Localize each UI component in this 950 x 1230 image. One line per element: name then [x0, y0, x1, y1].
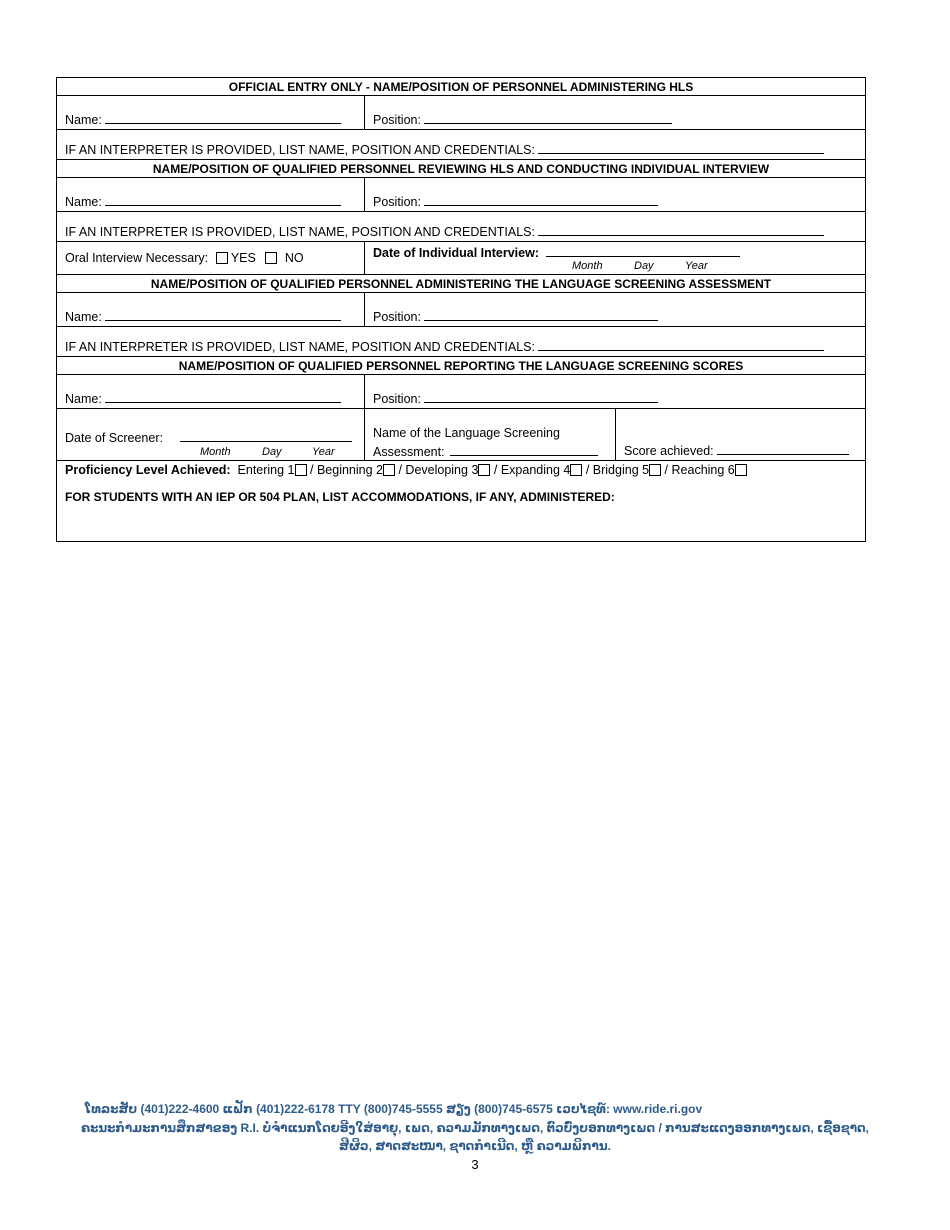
screening-name-cell — [364, 409, 615, 460]
yes-label: YES — [230, 251, 256, 265]
interview-date-cell — [364, 242, 865, 274]
interpreter-field[interactable] — [538, 338, 824, 351]
level-bridging: Bridging 5 / — [592, 463, 669, 477]
position-cell — [364, 293, 865, 326]
position-cell — [364, 375, 865, 408]
month-caption: Month — [572, 260, 603, 272]
year-caption: Year — [312, 446, 335, 458]
developing-checkbox[interactable] — [478, 464, 490, 476]
day-caption: Day — [634, 260, 654, 272]
iep-accommodations-label: FOR STUDENTS WITH AN IEP OR 504 PLAN, LIST ACCOMMODATIONS, IF ANY, ADMINISTERED: — [65, 490, 615, 504]
position-field[interactable] — [424, 111, 672, 124]
interpreter-label: IF AN INTERPRETER IS PROVIDED, LIST NAME, POSITION AND CREDENTIALS: — [65, 340, 535, 354]
name-label: Name: — [65, 195, 102, 209]
interpreter-label: IF AN INTERPRETER IS PROVIDED, LIST NAME, POSITION AND CREDENTIALS: — [65, 143, 535, 157]
beginning-checkbox[interactable] — [383, 464, 395, 476]
position-label: Position: — [373, 392, 421, 406]
name-field[interactable] — [105, 193, 341, 206]
name-field[interactable] — [105, 111, 341, 124]
date-screener-label: Date of Screener: — [65, 431, 163, 445]
name-label: Name: — [65, 113, 102, 127]
position-label: Position: — [373, 195, 421, 209]
entering-checkbox[interactable] — [295, 464, 307, 476]
personnel-form — [56, 77, 866, 542]
bridging-checkbox[interactable] — [649, 464, 661, 476]
score-field[interactable] — [717, 442, 849, 455]
interpreter-row — [57, 327, 865, 357]
position-field[interactable] — [424, 193, 658, 206]
footer-policy-line-2: ສີຜິວ, ສາດສະໜາ, ຊາດກຳເນີດ, ຫຼື ຄວາມພິການ. — [339, 1139, 611, 1153]
oral-interview-cell — [57, 242, 364, 274]
section-header-administering-screening: NAME/POSITION OF QUALIFIED PERSONNEL ADMINISTERING THE LANGUAGE SCREENING ASSESSMENT — [57, 275, 865, 293]
proficiency-row — [57, 461, 865, 541]
screener-date-field[interactable] — [180, 429, 352, 442]
screener-row — [57, 409, 865, 461]
date-interview-label: Date of Individual Interview: — [373, 246, 539, 260]
expanding-checkbox[interactable] — [570, 464, 582, 476]
oral-interview-label: Oral Interview Necessary: — [65, 251, 209, 265]
name-position-row — [57, 96, 865, 130]
footer-policy-line-1: ຄະນະກຳມະການສຶກສາຂອງ R.I. ບໍ່ຈຳແນກໂດຍອີງໃສ່ອາຍຸ, ເພດ, ຄວາມມັກທາງເພດ, ຕົວບົ່ງບອກທາງເພດ / ການສະແດງອອກທາງເພດ, ເຊື້ອຊາດ, — [81, 1121, 869, 1135]
level-expanding: Expanding 4 / — [500, 463, 590, 477]
section-header-administering-hls: OFFICIAL ENTRY ONLY - NAME/POSITION OF PERSONNEL ADMINISTERING HLS — [57, 78, 865, 96]
screening-name-label: Name of the Language Screening — [373, 426, 560, 440]
day-caption: Day — [262, 446, 282, 458]
no-checkbox[interactable] — [265, 252, 277, 264]
year-caption: Year — [685, 260, 708, 272]
interpreter-row — [57, 212, 865, 242]
proficiency-levels — [65, 463, 747, 477]
position-cell — [364, 96, 865, 129]
name-cell — [57, 178, 364, 211]
month-caption: Month — [200, 446, 231, 458]
level-entering: Entering 1 / — [237, 463, 314, 477]
reaching-checkbox[interactable] — [735, 464, 747, 476]
name-field[interactable] — [105, 390, 341, 403]
score-label: Score achieved: — [624, 444, 714, 458]
interpreter-row — [57, 130, 865, 160]
name-label: Name: — [65, 310, 102, 324]
name-field[interactable] — [105, 308, 341, 321]
position-label: Position: — [373, 113, 421, 127]
position-field[interactable] — [424, 308, 658, 321]
name-cell — [57, 293, 364, 326]
position-cell — [364, 178, 865, 211]
proficiency-label: Proficiency Level Achieved: — [65, 463, 231, 477]
interpreter-label: IF AN INTERPRETER IS PROVIDED, LIST NAME, POSITION AND CREDENTIALS: — [65, 225, 535, 239]
name-position-row — [57, 178, 865, 212]
position-field[interactable] — [424, 390, 658, 403]
assessment-field[interactable] — [450, 443, 598, 456]
name-label: Name: — [65, 392, 102, 406]
score-cell — [615, 409, 865, 460]
name-cell — [57, 375, 364, 408]
name-position-row — [57, 293, 865, 327]
yes-checkbox[interactable] — [216, 252, 228, 264]
no-label: NO — [284, 251, 304, 265]
position-label: Position: — [373, 310, 421, 324]
assessment-label: Assessment: — [373, 445, 445, 459]
oral-interview-row — [57, 242, 865, 275]
page-number: 3 — [471, 1157, 479, 1172]
section-header-reviewing-hls: NAME/POSITION OF QUALIFIED PERSONNEL REVIEWING HLS AND CONDUCTING INDIVIDUAL INTERVIEW — [57, 160, 865, 178]
interview-date-field[interactable] — [546, 244, 740, 257]
section-header-reporting-scores: NAME/POSITION OF QUALIFIED PERSONNEL REPORTING THE LANGUAGE SCREENING SCORES — [57, 357, 865, 375]
level-developing: Developing 3 / — [405, 463, 498, 477]
interpreter-field[interactable] — [538, 141, 824, 154]
level-reaching: Reaching 6 — [672, 463, 747, 477]
level-beginning: Beginning 2 / — [316, 463, 402, 477]
screener-date-cell — [57, 409, 364, 460]
interpreter-field[interactable] — [538, 223, 824, 236]
name-cell — [57, 96, 364, 129]
name-position-row — [57, 375, 865, 409]
footer-contact: ໂທລະສັບ (401)222-4600 ແຟັກ (401)222-6178 TTY (800)745-5555 ສຽງ (800)745-6575 ເວບໄຊທ໌: www.ride.ri.gov — [85, 1102, 703, 1116]
